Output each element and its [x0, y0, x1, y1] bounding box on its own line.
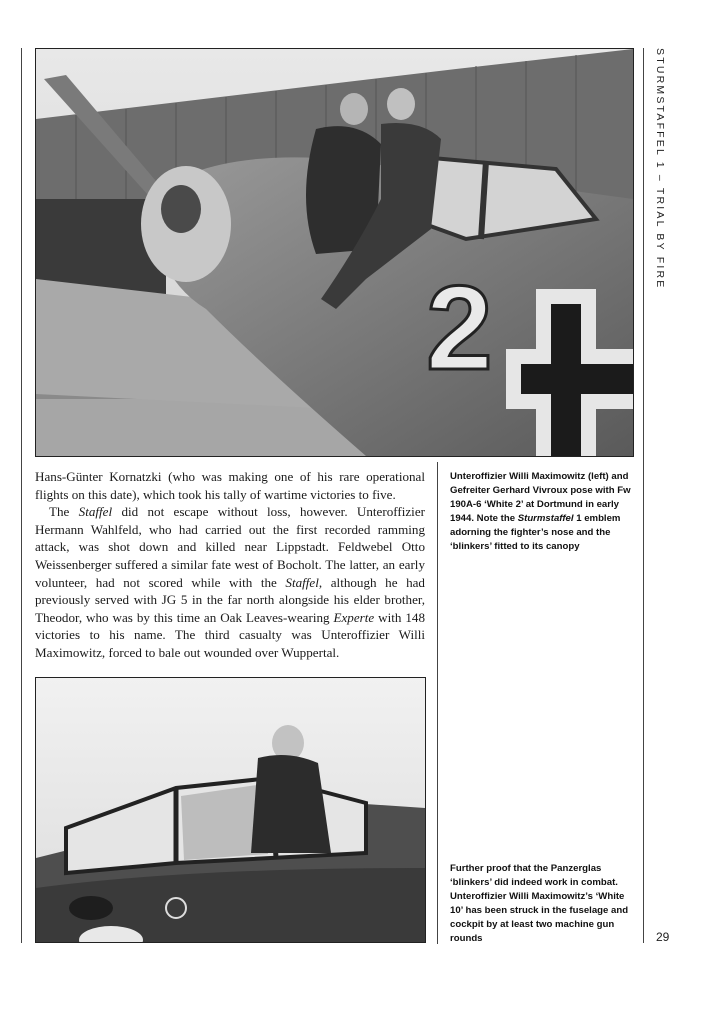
bottom-photo-cockpit-damage: [35, 677, 426, 943]
running-head: [652, 48, 668, 290]
page-number: 29: [656, 930, 670, 944]
caption-top-photo: Unteroffizier Willi Maximowitz (left) and Gefreiter Gerhard Vivroux pose with Fw 190A-6 ‘White 2’ at Dortmund in early 1944. Note the Sturmstaffel 1 emblem adorning the fighter’s nose and the ‘blinkers’ fitted to its canopy: [450, 471, 631, 552]
italic-term: Staffel: [78, 504, 113, 520]
running-head-text: STURMSTAFFEL 1 – TRIAL BY FIRE: [654, 48, 666, 290]
body-paragraph-2: The Staffel did not escape without loss, however. Unteroffizier Hermann Wahlfeld, who had carried out the first recorded ramming attack, was shot down and killed near Lippstadt. Feldwebel Otto Weissenberger suffered a similar fate west of Bocholt. The latter, an early volunteer, had not scored while with the Staffel, although he had previously served with JG 5 in the far north alongside his elder brother, Theodor, who was by this time an Oak Leaves-wearing Experte with 148 victories to his name. The third casualty was Unteroffizier Willi Maximowitz, forced to bale out wounded over Wuppertal.: [35, 504, 426, 660]
top-photo-image: [36, 49, 633, 456]
column-divider-rule: [437, 462, 438, 944]
bottom-photo-image: [36, 678, 425, 942]
caption-bottom-photo: Further proof that the Panzerglas ‘blinkers’ did indeed work in combat. Unteroffizier Willi Maximowitz’s ‘White 10’ has been struck in the fuselage and cockpit by at least two machine gun rounds: [450, 863, 629, 944]
italic-term: Sturmstaffel: [517, 513, 574, 524]
right-margin-rule: [643, 48, 644, 943]
italic-term: Staffel: [285, 574, 319, 590]
top-photo-fw190-white-2: [35, 48, 634, 457]
italic-term: Experte: [333, 609, 375, 625]
body-paragraph-1: Hans-Günter Kornatzki (who was making one of his rare operational flights on this date), which took his tally of wartime victories to five.: [35, 469, 425, 502]
fuselage-number-2: 2: [426, 261, 493, 395]
article-body: [35, 468, 425, 662]
left-margin-rule: [21, 48, 22, 943]
